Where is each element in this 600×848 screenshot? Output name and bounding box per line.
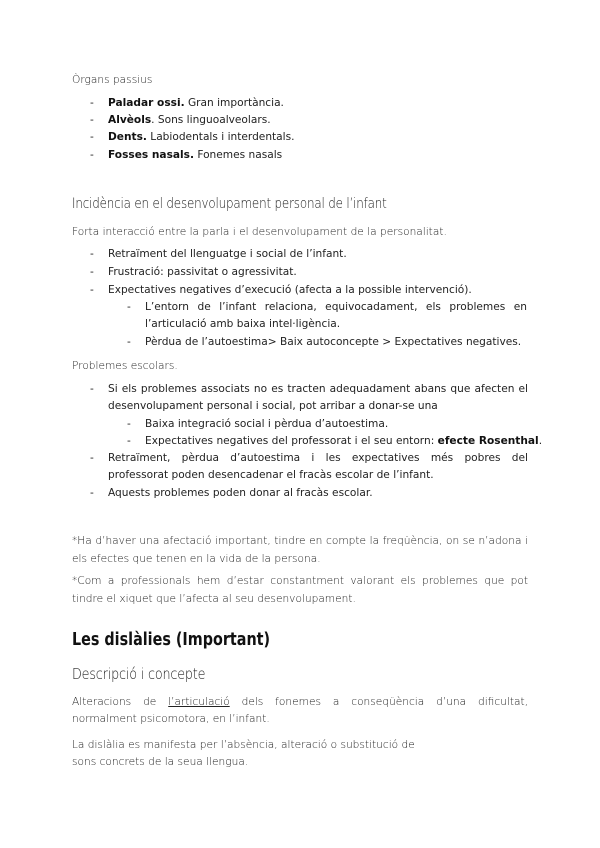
- incidencia-intro: Forta interacció entre la parla i el desenvolupament de la personalitat.: [72, 226, 447, 238]
- note-paragraph: *Ha d’haver una afectació important, tindre en compte la freqüència, on se n’adona i els efectes que tenen en la vida de la persona.: [72, 535, 528, 565]
- note-paragraph: *Com a professionals hem d’estar constantment valorant els problemes que pot tindre el xiquet que l’afecta al seu desenvolupament.: [72, 575, 528, 605]
- dislalies-paragraph-1: Alteracions de l’articulació dels fonemes a conseqüència d’una dificultat, normalment psicomotora, en l’infant.: [72, 696, 528, 725]
- section-heading-incidencia: Incidència en el desenvolupament personal de l’infant: [72, 196, 387, 212]
- escolars-heading: Problemes escolars.: [72, 360, 178, 372]
- section-title-dislalies: Les dislàlies (Important): [72, 630, 271, 650]
- dislalies-paragraph-2: La dislàlia es manifesta per l’absència, alteració o substitució de sons concrets de la seua llengua.: [72, 739, 415, 768]
- document-page: Òrgans passius - Paladar ossi. Gran importància. - Alvèols. Sons linguoalveolars. - Dents. Labiodentals i interdentals. - Fosses nasals. Fonemes nasals Incidència en el desenvolupament personal de l’infant Forta interacció entre la parla i el desenvolupament de la personalitat. - Retraïment del llenguatge i social de l’infant. - Frustració: passivitat o agressivitat. - Expectatives negatives d’execució (afecta a la possible intervenció). - L’entorn de l’infant relaciona, equivocadament, els problemes en l’articulació amb baixa intel·ligència. - Pèrdua de l’autoestima> Baix autoconcepte > Expectatives negatives. Problemes escolars. - Si els problemes associats no es tracten adequadament abans que afecten el desenvolupament personal i social, pot arribar a donar-se una - Baixa integració social i pèrdua d’autoestima. - Expectatives negatives del professorat i el seu entorn: efecte Rosenthal. - Retraïment, pèrdua d’autoestima i les expectatives més pobres del professorat poden desencadenar el fracàs escolar de l’infant. - Aquests problemes poden donar al fracàs escolar. *Ha d’haver una afectació important, tindre en compte la freqüència, on se n’adona i els efectes que tenen en la vida de la persona. *Com a professionals hem d’estar constantment valorant els problemes que pot tindre el xiquet que l’afecta al seu desenvolupament. Les dislàlies (Important) Descripció i concepte Alteracions de l’articulació dels fonemes a conseqüència d’una dificultat, normalment psicomotora, en l’infant. La dislàlia es manifesta per l’absència, alteració o substitució de sons concrets de la seua llengua.: [0, 0, 600, 848]
- organs-heading: Òrgans passius: [72, 74, 153, 86]
- subsection-heading-descripcio: Descripció i concepte: [72, 665, 206, 683]
- underlined-term: l’articulació: [168, 696, 230, 708]
